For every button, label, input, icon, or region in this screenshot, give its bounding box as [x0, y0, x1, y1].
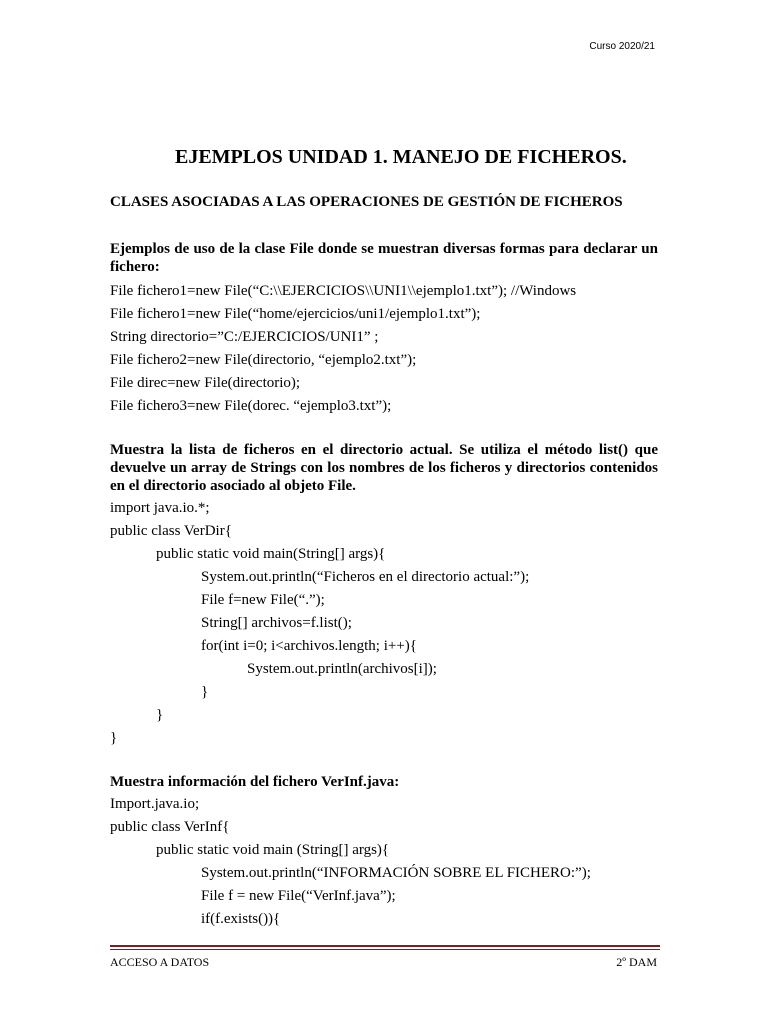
example-3-code — [110, 793, 658, 931]
code-line: Import.java.io; — [110, 796, 200, 812]
example-1-code — [110, 280, 658, 418]
code-line: public static void main (String[] args){ — [156, 842, 390, 858]
code-line: if(f.exists()){ — [201, 911, 281, 927]
code-line: } — [110, 730, 118, 746]
code-line: File fichero1=new File(“C:\\EJERCICIOS\\UNI1\\ejemplo1.txt”); //Windows — [110, 283, 577, 299]
code-line: System.out.println(archivos[i]); — [247, 661, 437, 677]
code-line: } — [156, 707, 164, 723]
footer-course-level: 2º DAM — [616, 955, 657, 969]
code-line: File f=new File(“.”); — [201, 592, 325, 608]
example-1 — [110, 240, 658, 418]
example-3-intro: Muestra información del fichero VerInf.java: — [110, 774, 400, 790]
code-line: File fichero3=new File(dorec. “ejemplo3.txt”); — [110, 398, 392, 414]
footer-subject: ACCESO A DATOS — [110, 955, 210, 969]
example-2-code — [110, 497, 658, 750]
code-line: File f = new File(“VerInf.java”); — [201, 888, 396, 904]
code-line: public class VerInf{ — [110, 819, 230, 835]
code-line: File direc=new File(directorio); — [110, 375, 301, 391]
code-line: String directorio=”C:/EJERCICIOS/UNI1” ; — [110, 329, 379, 345]
code-line: System.out.println(“INFORMACIÓN SOBRE EL FICHERO:”); — [201, 865, 591, 881]
code-line: public class VerDir{ — [110, 523, 232, 539]
code-line: System.out.println(“Ficheros en el directorio actual:”); — [201, 569, 530, 585]
code-line: for(int i=0; i<archivos.length; i++){ — [201, 638, 417, 654]
code-line: import java.io.*; — [110, 500, 210, 516]
example-1-intro: Ejemplos de uso de la clase File donde se muestran diversas formas para declarar un fichero: — [110, 241, 658, 275]
example-3 — [110, 773, 658, 931]
footer-rule — [110, 945, 660, 950]
code-line: } — [201, 684, 209, 700]
code-line: public static void main(String[] args){ — [156, 546, 386, 562]
document-title: EJEMPLOS UNIDAD 1. MANEJO DE FICHEROS. — [175, 146, 627, 168]
code-line: String[] archivos=f.list(); — [201, 615, 352, 631]
example-2-intro: Muestra la lista de ficheros en el directorio actual. Se utiliza el método list() que devuelve un array de Strings con los nombres de los ficheros y directorios contenidos en el directorio asociado al objeto File. — [110, 442, 658, 494]
example-2 — [110, 441, 658, 750]
code-line: File fichero1=new File(“home/ejercicios/uni1/ejemplo1.txt”); — [110, 306, 481, 322]
section-heading: CLASES ASOCIADAS A LAS OPERACIONES DE GESTIÓN DE FICHEROS — [110, 194, 623, 210]
code-line: File fichero2=new File(directorio, “ejemplo2.txt”); — [110, 352, 417, 368]
header-course: Curso 2020/21 — [589, 41, 655, 52]
